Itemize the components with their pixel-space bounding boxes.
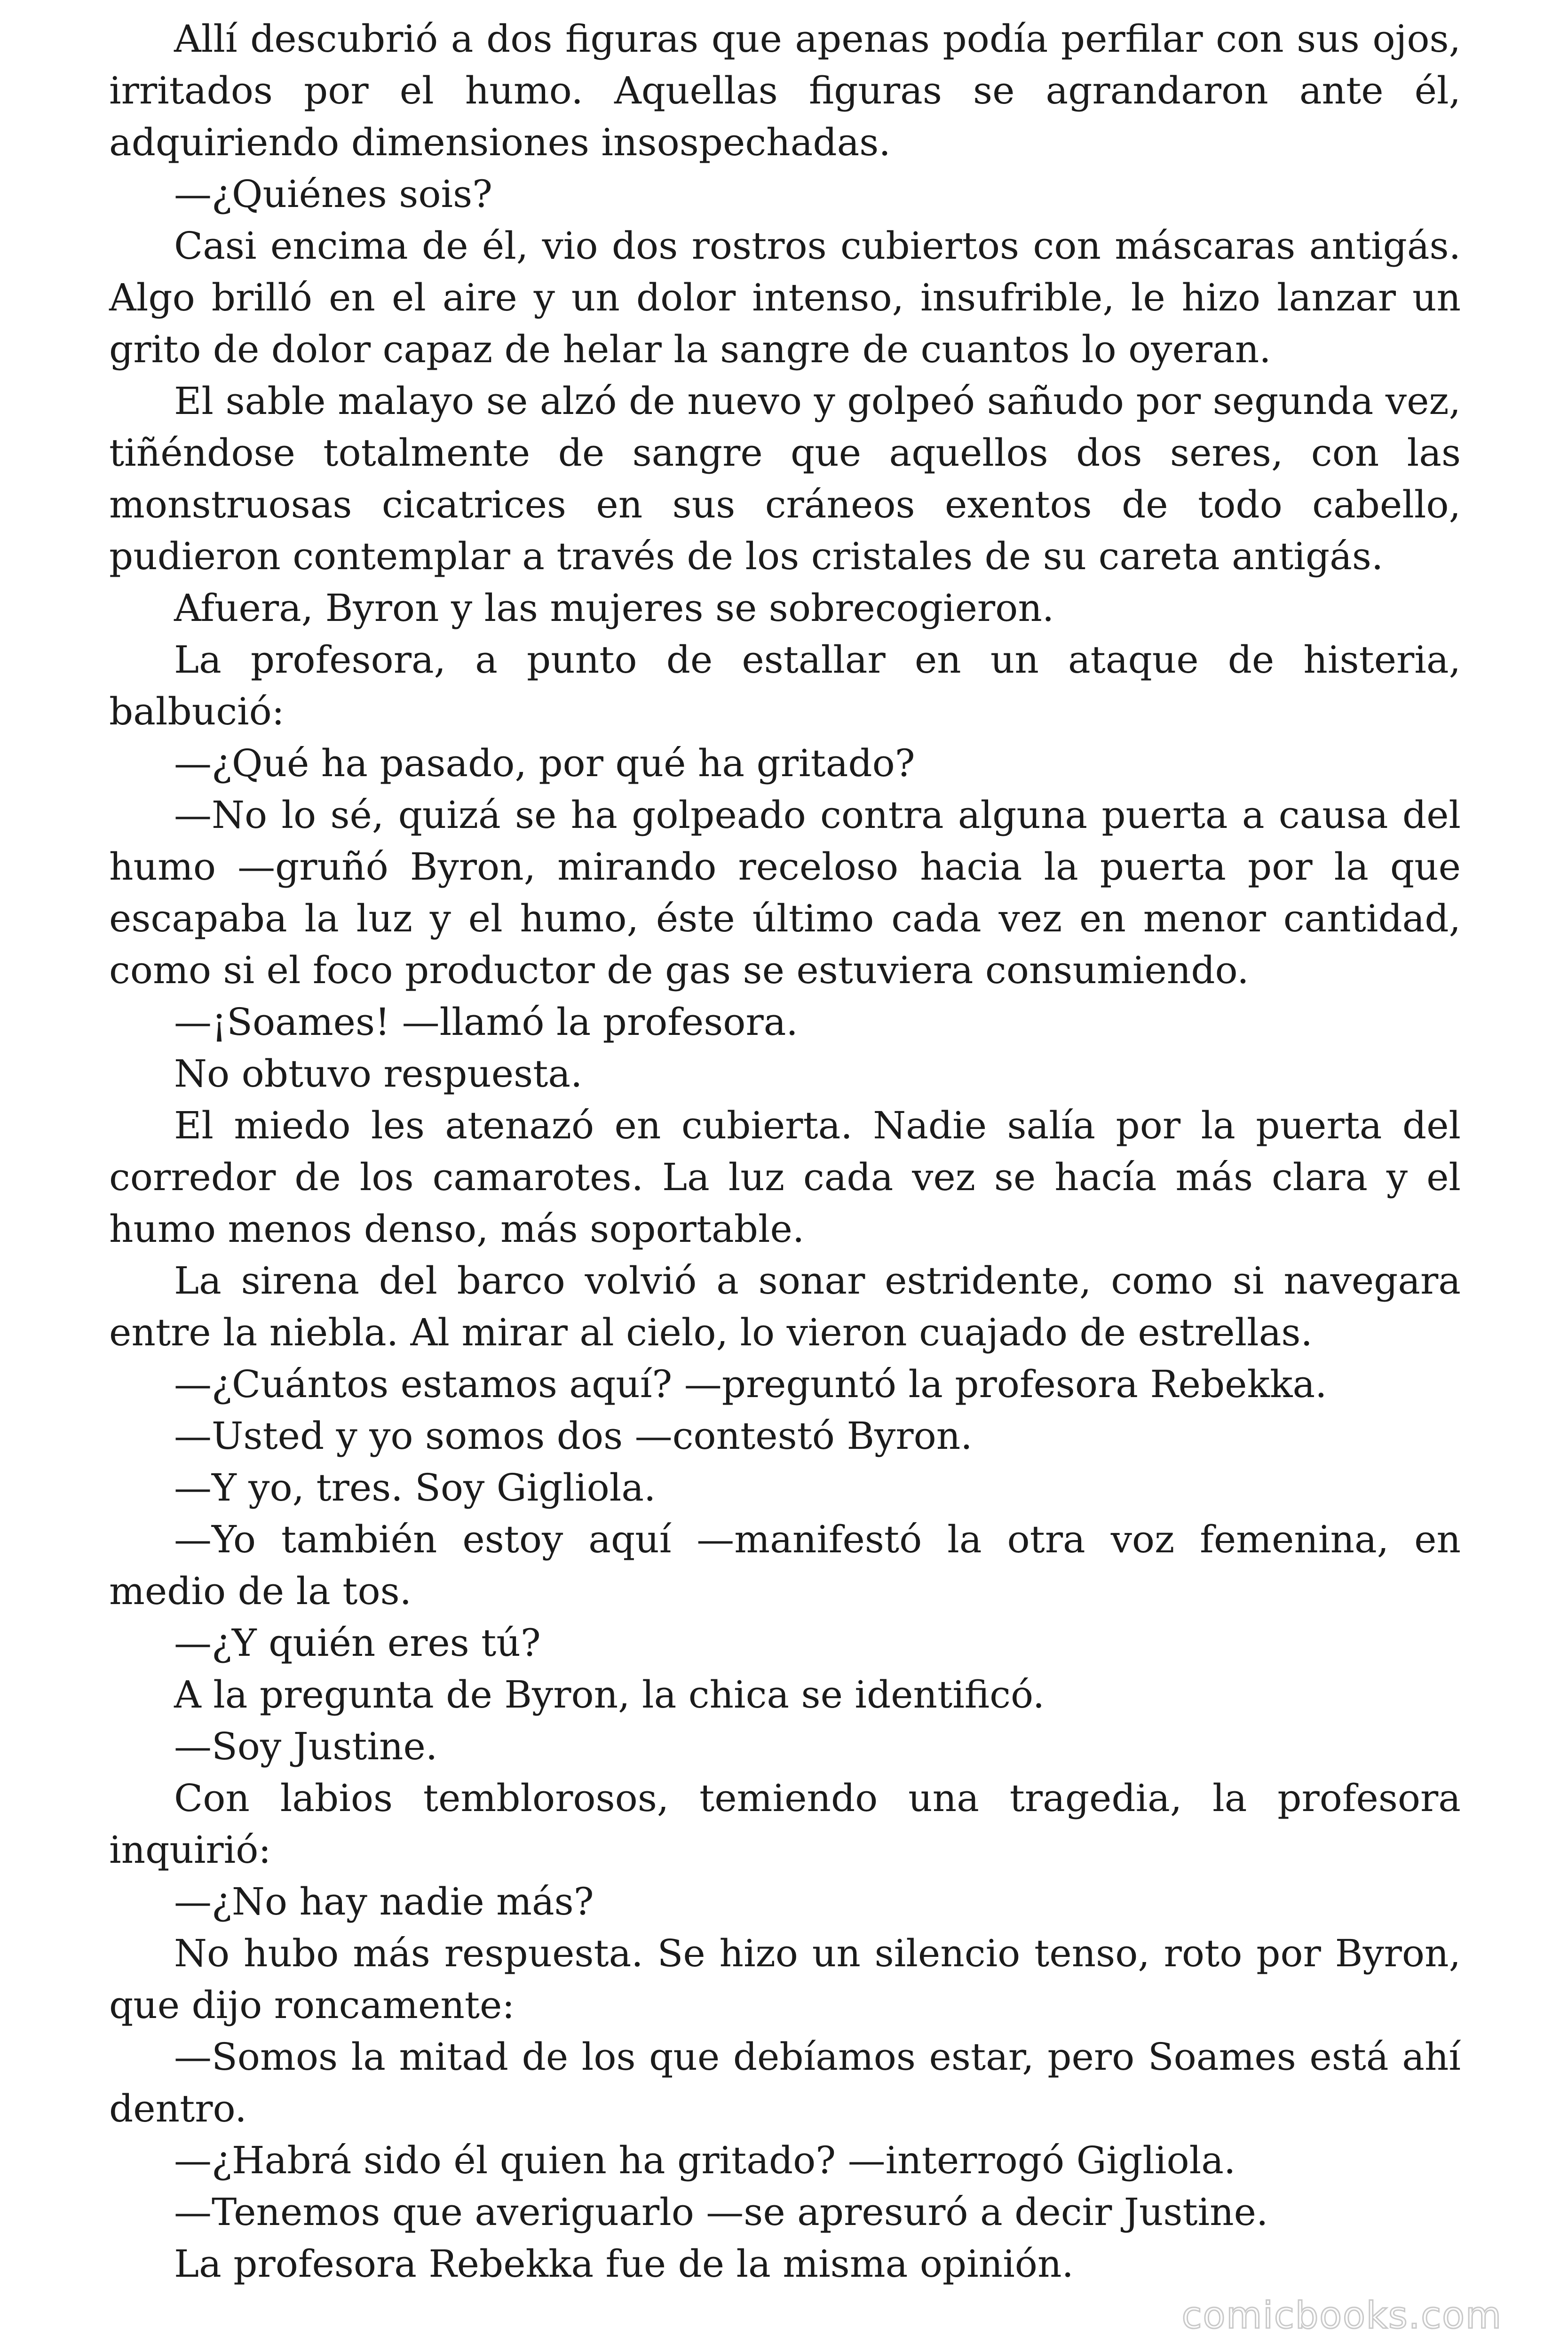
paragraph: —Y yo, tres. Soy Gigliola. (174, 1466, 656, 1510)
paragraph: A la pregunta de Byron, la chica se identificó. (174, 1673, 1045, 1716)
paragraph: No hubo más respuesta. Se hizo un silencio tenso, roto por Byron, que dijo roncamente: (109, 1931, 1461, 2027)
watermark: comicbooks.com (1181, 2295, 1502, 2337)
paragraph: Afuera, Byron y las mujeres se sobrecogieron. (174, 586, 1054, 630)
paragraph: —¿No hay nadie más? (174, 1880, 594, 1923)
paragraph: —¡Soames! —llamó la profesora. (174, 1000, 798, 1044)
paragraph: Con labios temblorosos, temiendo una tragedia, la profesora inquirió: (109, 1776, 1461, 1872)
paragraph: Casi encima de él, vio dos rostros cubiertos con máscaras antigás. Algo brilló en el aire y un dolor intenso, insufrible, le hizo lanzar un grito de dolor capaz de helar la sangre de cuantos lo oyeran. (109, 224, 1461, 371)
paragraph: El miedo les atenazó en cubierta. Nadie salía por la puerta del corredor de los camarotes. La luz cada vez se hacía más clara y el humo menos denso, más soportable. (109, 1104, 1461, 1251)
paragraph: —¿Cuántos estamos aquí? —preguntó la profesora Rebekka. (174, 1362, 1327, 1406)
paragraph: La profesora Rebekka fue de la misma opinión. (174, 2242, 1074, 2286)
paragraph: —¿Qué ha pasado, por qué ha gritado? (174, 741, 915, 785)
paragraph: La sirena del barco volvió a sonar estridente, como si navegara entre la niebla. Al mirar al cielo, lo vieron cuajado de estrellas. (109, 1259, 1461, 1354)
paragraph: —Tenemos que averiguarlo —se apresuró a decir Justine. (174, 2190, 1268, 2234)
paragraph: Allí descubrió a dos figuras que apenas podía perfilar con sus ojos, irritados por el humo. Aquellas figuras se agrandaron ante él, adquiriendo dimensiones insospechadas. (109, 17, 1461, 164)
body-text (109, 13, 1461, 2290)
paragraph: El sable malayo se alzó de nuevo y golpeó sañudo por segunda vez, tiñéndose totalmente de sangre que aquellos dos seres, con las monstruosas cicatrices en sus cráneos exentos de todo cabello, pudieron contemplar a través de los cristales de su careta antigás. (109, 379, 1461, 578)
paragraph: La profesora, a punto de estallar en un ataque de histeria, balbució: (109, 638, 1461, 733)
paragraph: —Yo también estoy aquí —manifestó la otra voz femenina, en medio de la tos. (109, 1518, 1461, 1613)
paragraph: —¿Quiénes sois? (174, 172, 493, 216)
paragraph: No obtuvo respuesta. (174, 1052, 583, 1096)
paragraph: —No lo sé, quizá se ha golpeado contra alguna puerta a causa del humo —gruñó Byron, mirando receloso hacia la puerta por la que escapaba la luz y el humo, éste último cada vez en menor cantidad, como si el foco productor de gas se estuviera consumiendo. (109, 793, 1461, 992)
paragraph: —¿Y quién eres tú? (174, 1621, 541, 1665)
paragraph: —Somos la mitad de los que debíamos estar, pero Soames está ahí dentro. (109, 2035, 1461, 2130)
paragraph: —Usted y yo somos dos —contestó Byron. (174, 1414, 973, 1458)
paragraph: —¿Habrá sido él quien ha gritado? —interrogó Gigliola. (174, 2138, 1236, 2182)
paragraph: —Soy Justine. (174, 1724, 438, 1768)
